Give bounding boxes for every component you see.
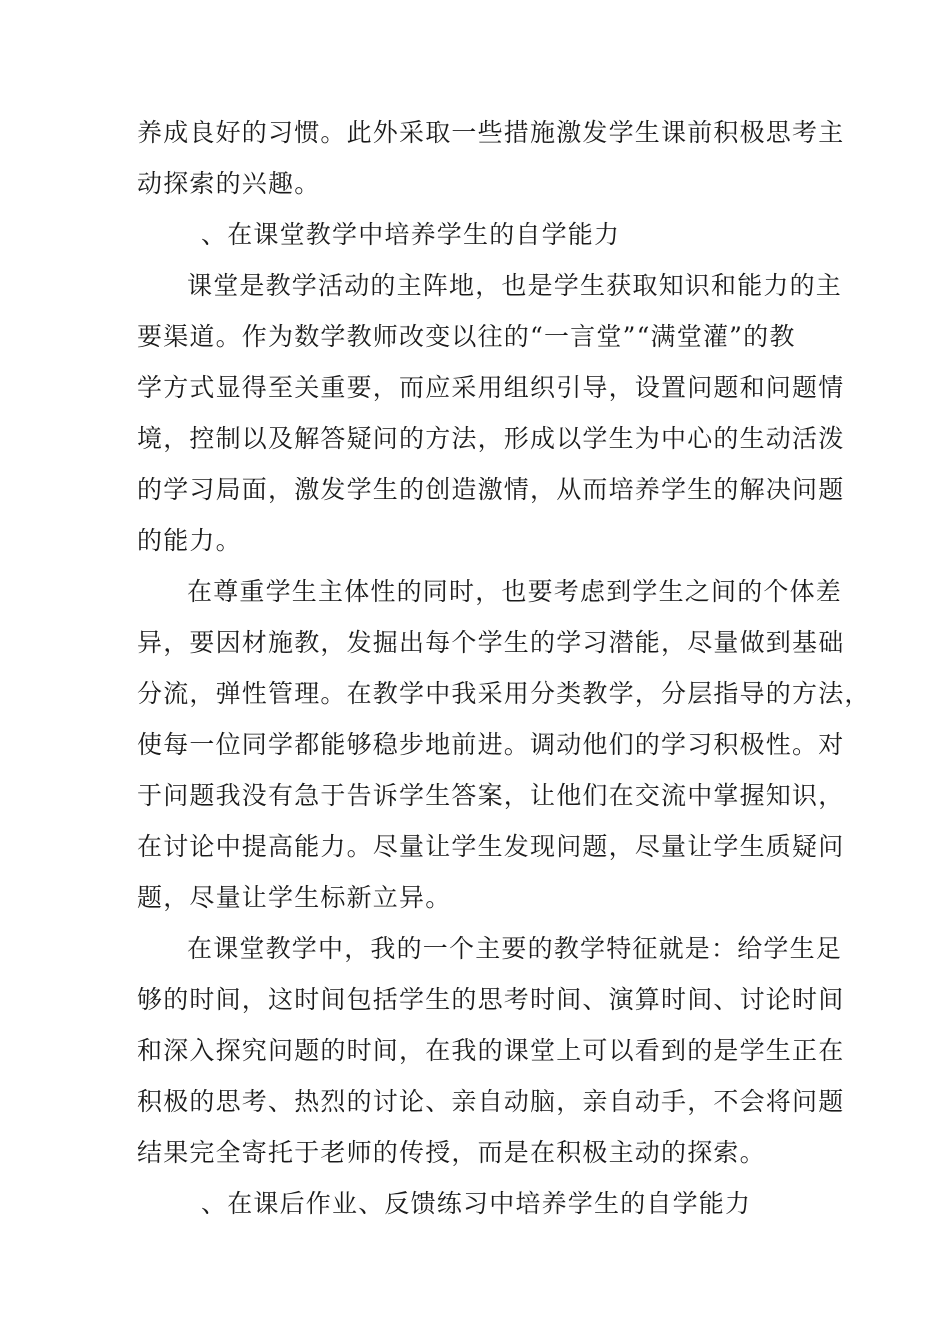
paragraph-classroom-main [137,260,845,566]
heading-line: 、在课堂教学中培养学生的自学能力 [201,220,621,249]
text-line: 异，要因材施教，发掘出每个学生的学习潜能，尽量做到基础 [137,628,845,657]
heading-line: 、在课后作业、反馈练习中培养学生的自学能力 [201,1189,752,1218]
text-line: 的能力。 [137,526,242,555]
text-line: 要渠道。作为数学教师改变以往的“一言堂”“满堂灌”的教 [137,322,796,351]
text-line: 和深入探究问题的时间，在我的课堂上可以看到的是学生正在 [137,1036,845,1065]
text-line: 在尊重学生主体性的同时，也要考虑到学生之间的个体差 [187,577,843,606]
paragraph-teaching-feature [137,923,845,1178]
text-line: 境，控制以及解答疑问的方法，形成以学生为中心的生动活泼 [137,424,845,453]
text-line: 在课堂教学中，我的一个主要的教学特征就是：给学生足 [187,934,843,963]
section-heading-homework [137,1178,827,1229]
text-line: 使每一位同学都能够稳步地前进。调动他们的学习积极性。对 [137,730,845,759]
section-heading-classroom [137,209,827,260]
text-line: 题，尽量让学生标新立异。 [137,883,452,912]
text-line: 结果完全寄托于老师的传授，而是在积极主动的探索。 [137,1138,766,1167]
text-line: 的学习局面，激发学生的创造激情，从而培养学生的解决问题 [137,475,845,504]
paragraph-continuation [137,107,845,209]
text-line: 动探索的兴趣。 [137,169,321,198]
text-line: 课堂是教学活动的主阵地，也是学生获取知识和能力的主 [187,271,843,300]
paragraph-individual-differences [137,566,871,923]
text-line: 积极的思考、热烈的讨论、亲自动脑，亲自动手，不会将问题 [137,1087,845,1116]
text-line: 学方式显得至关重要，而应采用组织引导，设置问题和问题情 [137,373,845,402]
text-line: 够的时间，这时间包括学生的思考时间、演算时间、讨论时间 [137,985,845,1014]
text-line: 于问题我没有急于告诉学生答案，让他们在交流中掌握知识， [137,781,845,810]
text-line: 在讨论中提高能力。尽量让学生发现问题，尽量让学生质疑问 [137,832,845,861]
text-line: 分流，弹性管理。在教学中我采用分类教学，分层指导的方法， [137,679,871,708]
text-line: 养成良好的习惯。此外采取一些措施激发学生课前积极思考主 [137,118,845,147]
